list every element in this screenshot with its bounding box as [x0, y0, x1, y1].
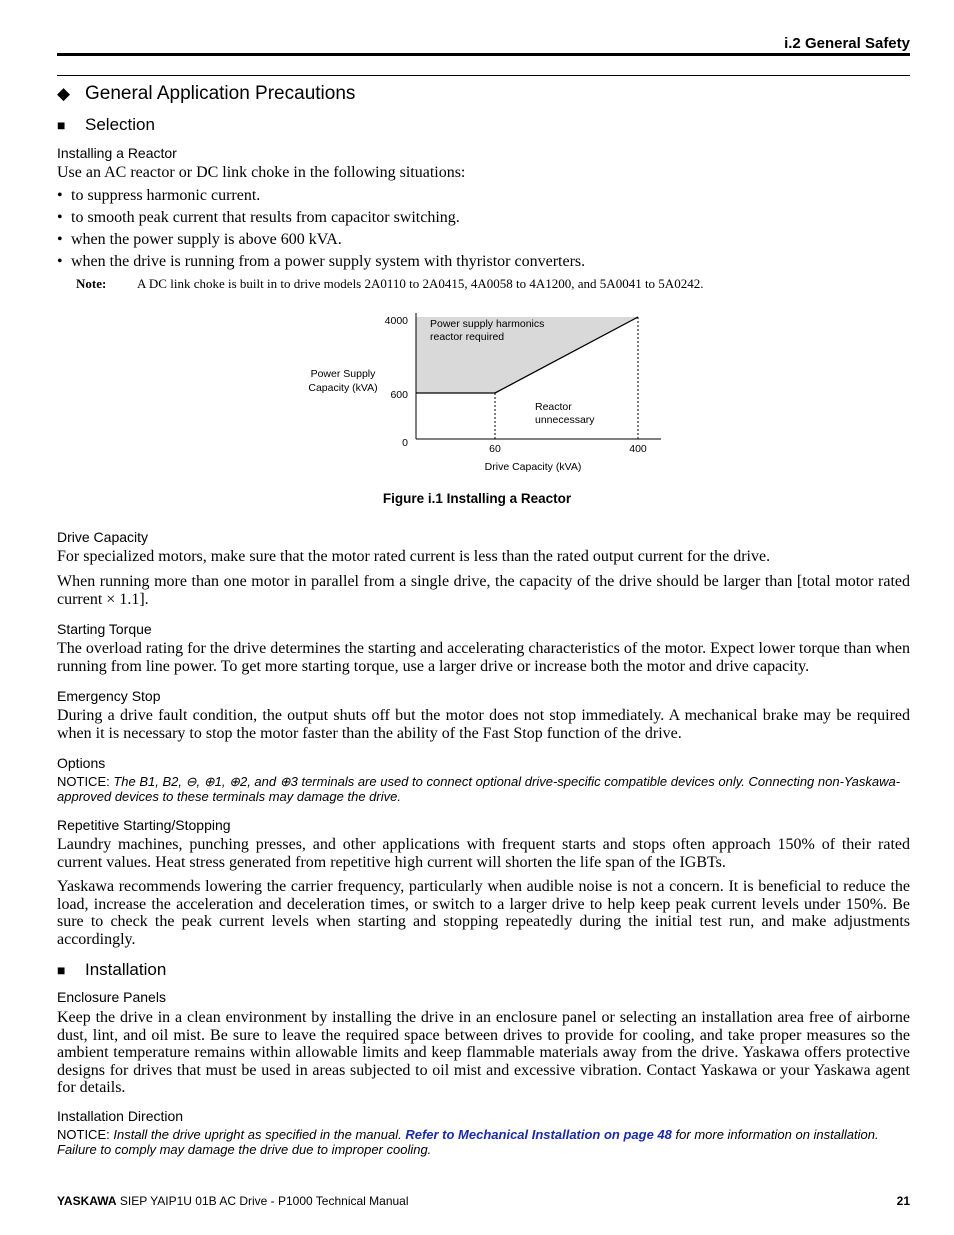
- topic-heading-options: Options: [57, 755, 106, 771]
- x-tick-label: 400: [629, 443, 647, 455]
- diamond-icon: ◆: [57, 84, 71, 103]
- page-number: 21: [896, 1194, 910, 1208]
- paragraph: Yaskawa recommends lowering the carrier frequency, particularly when audible noise is not a concern. It is beneficial to reduce the load, increase the acceleration and deceleration times, or switch to a larger drive to help keep peak current levels under 150%. Be sure to check the peak current levels when starting and stopping repeatedly during the initial test run, and make adjustments accordingly.: [57, 878, 910, 948]
- region-label-required: Power supply harmonics: [430, 318, 545, 330]
- reactor-intro: Use an AC reactor or DC link choke in the following situations:: [57, 164, 466, 181]
- topic-heading-emergency-stop: Emergency Stop: [57, 688, 161, 704]
- x-axis-label: Drive Capacity (kVA): [484, 461, 582, 473]
- y-axis-label: Power Supply: [310, 368, 376, 380]
- topic-heading-enclosure: Enclosure Panels: [57, 989, 166, 1005]
- subsection-title: Selection: [85, 115, 155, 134]
- notice-text: The B1, B2, ⊖, ⊕1, ⊕2, and ⊕3 terminals are used to connect optional drive-specific compatible devices only. Connecting non-Yaskawa-approved devices to these terminals may damage the drive.: [57, 774, 901, 804]
- cross-reference-link[interactable]: Refer to Mechanical Installation on page 48: [405, 1127, 672, 1142]
- paragraph: The overload rating for the drive determines the starting and accelerating characteristics of the motor. Expect lower torque than when running from line power. To get more starting torque, use a larger drive or increase both the motor and drive capacity.: [57, 640, 910, 675]
- subsection-title: Installation: [85, 960, 167, 979]
- topic-heading-repetitive: Repetitive Starting/Stopping: [57, 817, 231, 833]
- square-bullet-icon: ■: [57, 117, 66, 133]
- footer-manual-title: [57, 1194, 409, 1208]
- section-heading-text: General Application Precautions: [85, 83, 356, 104]
- paragraph: For specialized motors, make sure that the motor rated current is less than the rated output current for the drive.: [57, 548, 771, 565]
- y-tick-label: 4000: [384, 315, 408, 327]
- notice-label: NOTICE:: [57, 1127, 110, 1142]
- y-tick-label: 600: [390, 389, 408, 401]
- topic-heading-drive-capacity: Drive Capacity: [57, 529, 149, 545]
- header-rule-thin: [57, 75, 910, 76]
- note: [76, 276, 703, 292]
- square-bullet-icon: ■: [57, 962, 66, 978]
- notice-installation: [57, 1127, 910, 1157]
- topic-heading-reactor: Installing a Reactor: [57, 145, 177, 161]
- list-item: • to smooth peak current that results from capacitor switching.: [57, 209, 460, 226]
- note-text: A DC link choke is built in to drive models 2A0110 to 2A0415, 4A0058 to 4A1200, and 5A0041 to 5A0242.: [137, 276, 704, 291]
- paragraph: When running more than one motor in parallel from a single drive, the capacity of the drive should be larger than [total motor rated current × 1.1].: [57, 573, 910, 608]
- topic-heading-installation-direction: Installation Direction: [57, 1108, 184, 1124]
- notice-label: NOTICE:: [57, 774, 110, 789]
- reactor-bullet-list: [57, 185, 585, 273]
- paragraph: Laundry machines, punching presses, and other applications with frequent starts and stops often approach 150% of their rated current values. Heat stress generated from repetitive high current will shorten the life span of the IGBTs.: [57, 836, 910, 871]
- subsection-heading-selection: [57, 115, 155, 135]
- notice-options: [57, 774, 910, 804]
- figure-caption: Figure i.1 Installing a Reactor: [382, 491, 572, 506]
- y-tick-label: 0: [402, 437, 408, 449]
- y-axis-label: Capacity (kVA): [308, 382, 378, 394]
- topic-heading-starting-torque: Starting Torque: [57, 621, 152, 637]
- region-label-required: reactor required: [430, 331, 505, 343]
- paragraph: Keep the drive in a clean environment by installing the drive in an enclosure panel or selecting an installation area free of airborne dust, lint, and oil mist. Be sure to leave the required space between drives to provide for cooling, and take proper measures so the ambient temperature remains within allowable limits and keep flammable materials away from the drive. Yaskawa offers protective designs for drives that must be used in areas subjected to oil mist and excessive vibration. Contact Yaskawa or your Yaskawa agent for details.: [57, 1009, 910, 1096]
- footer-title: SIEP YAIP1U 01B AC Drive - P1000 Technical Manual: [119, 1194, 409, 1208]
- subsection-heading-installation: [57, 960, 166, 980]
- notice-text: Install the drive upright as specified in the manual.: [113, 1127, 402, 1142]
- running-header: i.2 General Safety: [784, 35, 910, 52]
- reactor-figure: [295, 305, 675, 480]
- section-heading: [57, 83, 355, 105]
- footer-brand: YASKAWA: [57, 1194, 117, 1208]
- header-rule: [57, 53, 910, 56]
- note-label: Note:: [76, 276, 107, 291]
- notice-text: for more information on installation. Failure to comply may damage the drive due to improper cooling.: [57, 1127, 879, 1157]
- list-item: • when the power supply is above 600 kVA.: [57, 231, 342, 248]
- region-label-unnecessary: unnecessary: [535, 414, 595, 426]
- list-item: • when the drive is running from a power supply system with thyristor converters.: [57, 253, 586, 270]
- list-item: • to suppress harmonic current.: [57, 187, 261, 204]
- x-tick-label: 60: [489, 443, 501, 455]
- region-label-unnecessary: Reactor: [535, 401, 572, 413]
- paragraph: During a drive fault condition, the output shuts off but the motor does not stop immediately. A mechanical brake may be required when it is necessary to stop the motor faster than the ability of the Fast Stop function of the drive.: [57, 707, 910, 742]
